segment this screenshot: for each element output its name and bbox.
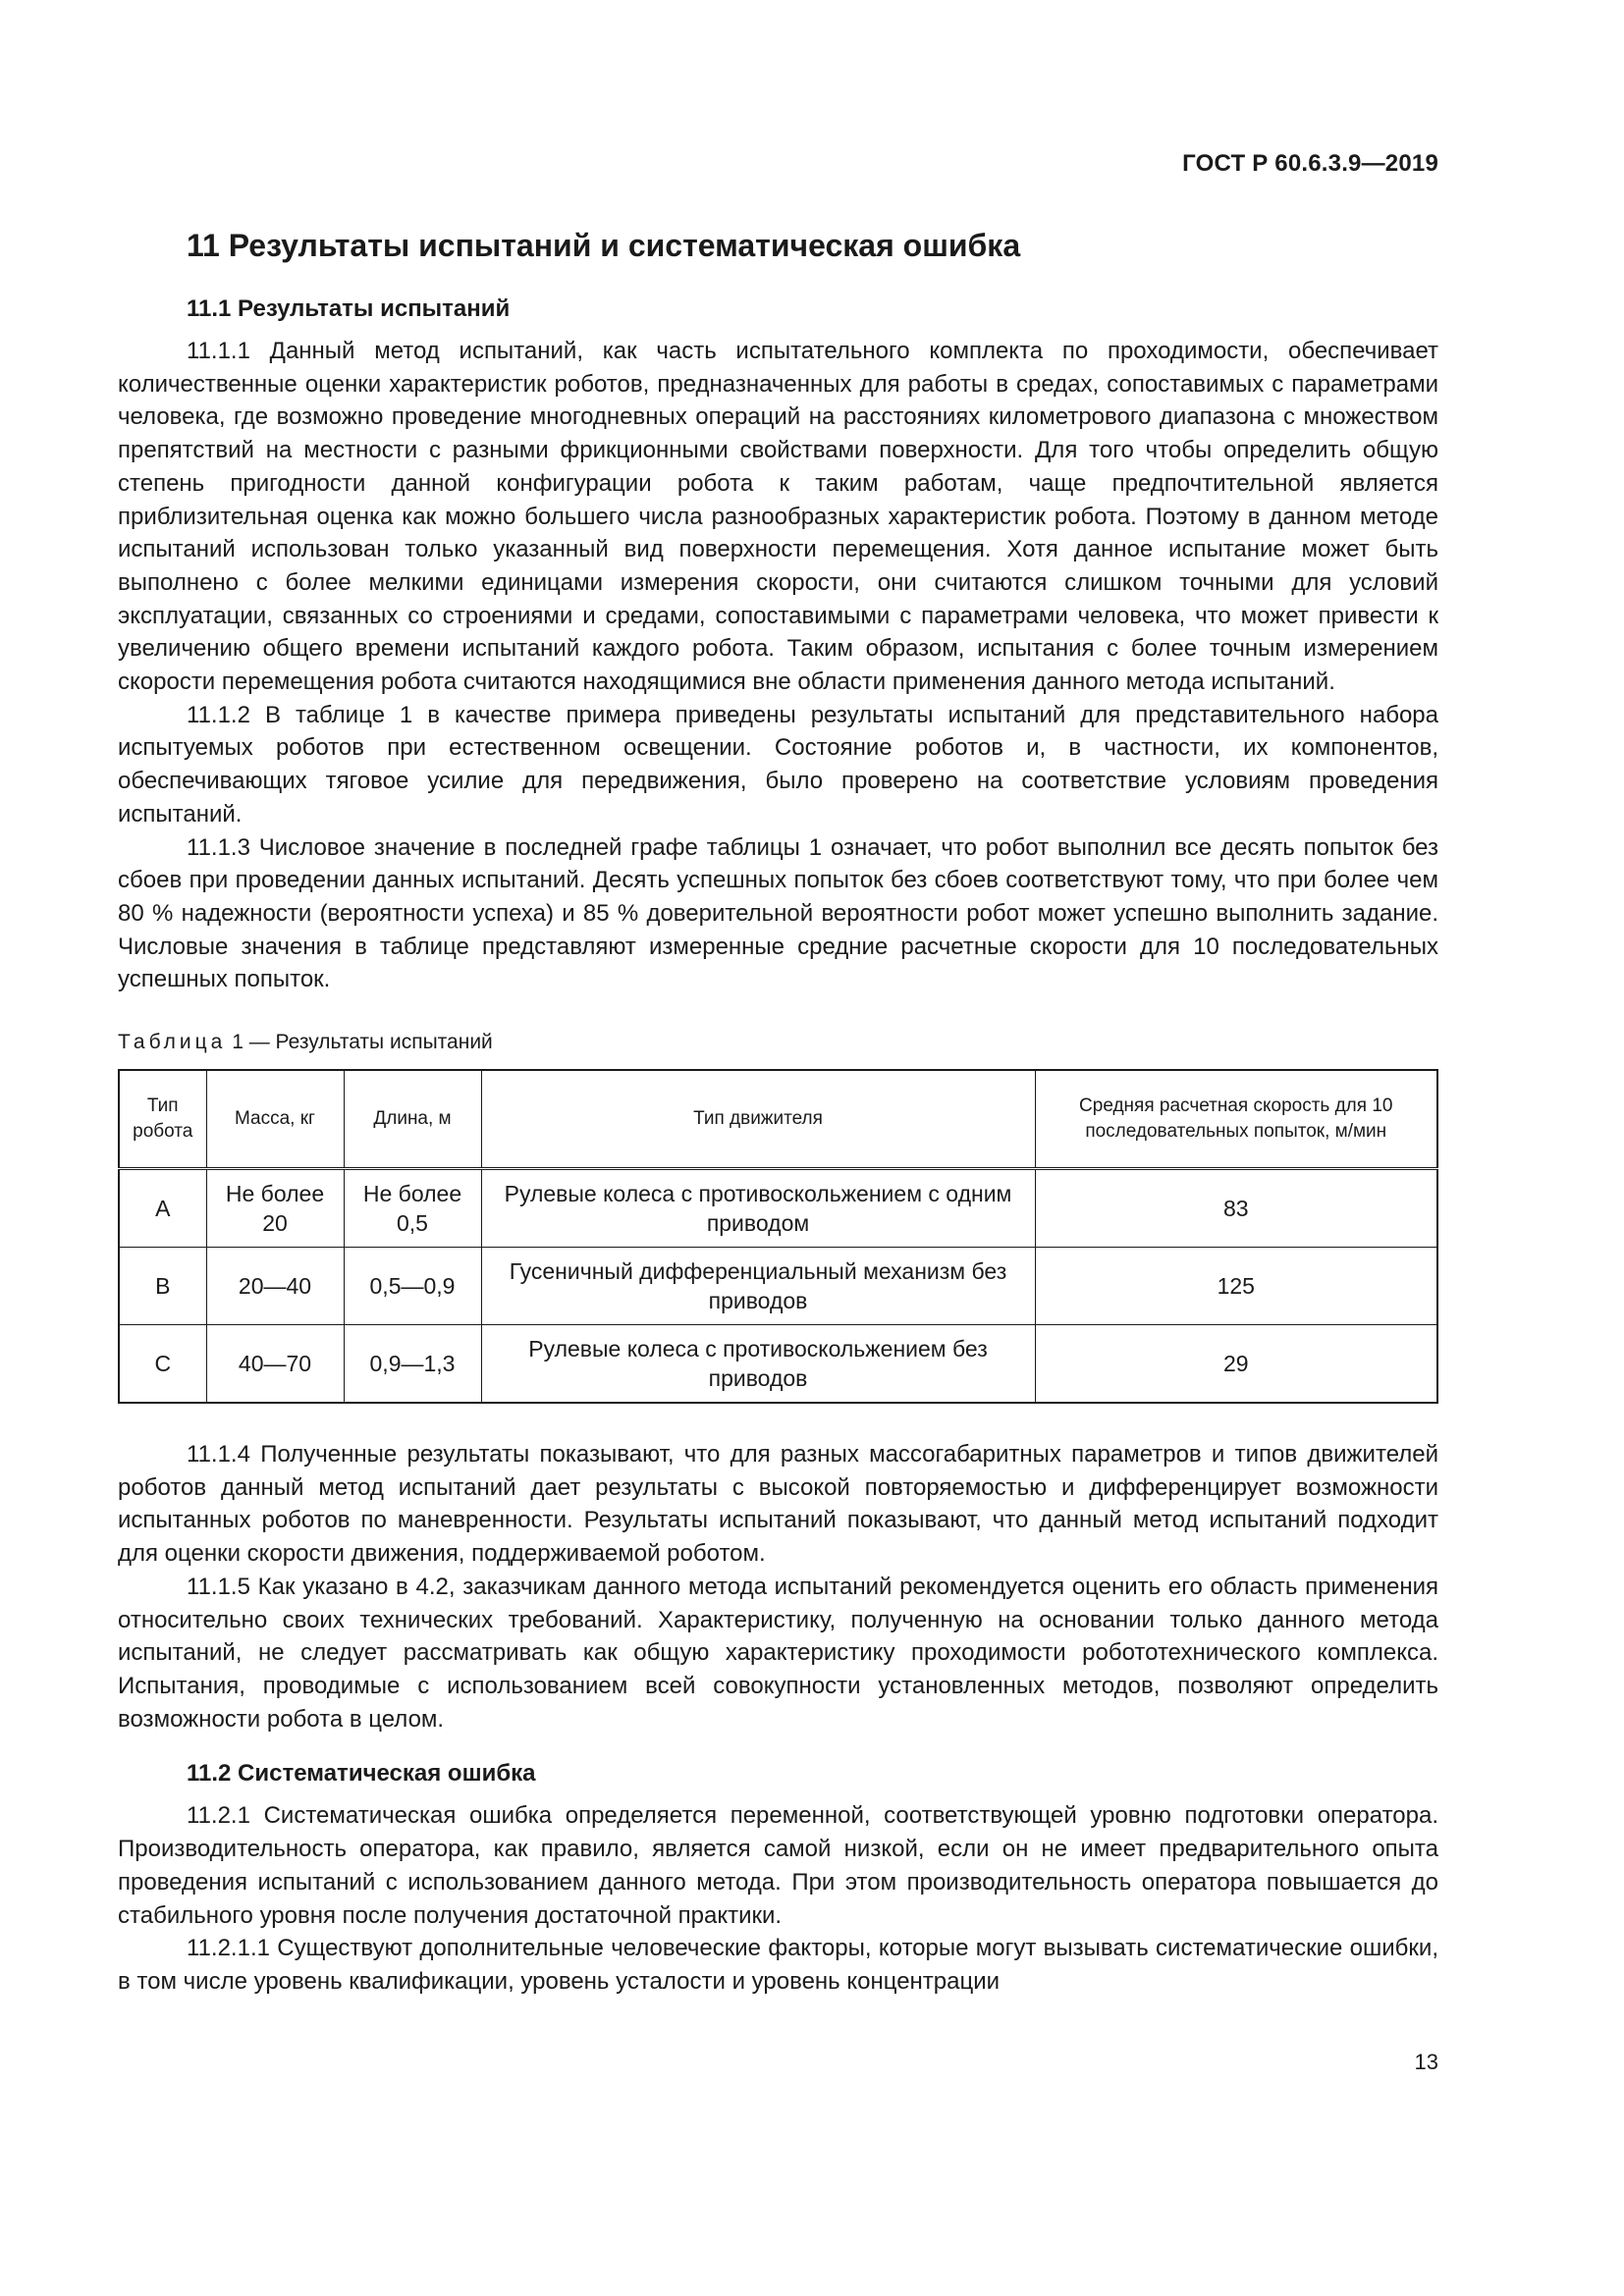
cell-mass: 20—40 <box>206 1248 344 1325</box>
col-header-robot-type: Тип робота <box>119 1070 206 1169</box>
cell-robot-type: C <box>119 1325 206 1404</box>
table-row <box>119 1248 1437 1325</box>
cell-average-speed: 29 <box>1035 1325 1437 1404</box>
col-header-average-speed: Средняя расчетная скорость для 10 последовательных попыток, м/мин <box>1035 1070 1437 1169</box>
cell-drive-type: Рулевые колеса с противоскольжением без приводов <box>481 1325 1035 1404</box>
paragraph-11-1-1: 11.1.1 Данный метод испытаний, как часть испытательного комплекта по проходимости, обеспечивает количественные оценки характеристик роботов, предназначенных для работы в средах, сопоставимых с параметрами человека, где возможно проведение многодневных операций на расстояниях километрового диапазона с множеством препятствий на местности с разными фрикционными свойствами поверхности. Для того чтобы определить общую степень пригодности данной конфигурации робота к таким работам, чаще предпочтительной является приблизительная оценка как можно большего числа разнообразных характеристик робота. Поэтому в данном методе испытаний использован только указанный вид поверхности перемещения. Хотя данное испытание может быть выполнено с более мелкими единицами измерения скорости, они считаются слишком точными для условий эксплуатации, связанных со строениями и средами, сопоставимыми с параметрами человека, что может привести к увеличению общего времени испытаний каждого робота. Таким образом, испытания с более точным измерением скорости перемещения робота считаются находящимися вне области применения данного метода испытаний. <box>118 338 1438 696</box>
col-header-drive-type: Тип движителя <box>481 1070 1035 1169</box>
results-table <box>118 1069 1438 1404</box>
cell-length: 0,9—1,3 <box>344 1325 481 1404</box>
section-title: 11 Результаты испытаний и систематическая ошибка <box>187 228 1021 263</box>
cell-robot-type: A <box>119 1169 206 1248</box>
paragraph-11-2-1-1: 11.2.1.1 Существуют дополнительные человеческие факторы, которые могут вызывать систематические ошибки, в том числе уровень квалификации, уровень усталости и уровень концентрации <box>118 1935 1438 1995</box>
table-caption-label: Таблица <box>118 1031 227 1054</box>
col-header-mass: Масса, кг <box>206 1070 344 1169</box>
cell-mass: Не более 20 <box>206 1169 344 1248</box>
table-caption-text: 1 — Результаты испытаний <box>232 1031 493 1054</box>
table-header-row <box>119 1070 1437 1169</box>
cell-drive-type: Рулевые колеса с противоскольжением с одним приводом <box>481 1169 1035 1248</box>
paragraph-11-1-2: 11.1.2 В таблице 1 в качестве примера приведены результаты испытаний для представительного набора испытуемых роботов при естественном освещении. Состояние роботов и, в частности, их компонентов, обеспечивающих тяговое усилие для передвижения, было проверено на соответствие условиям проведения испытаний. <box>118 701 1438 828</box>
paragraph-11-2-1: 11.2.1 Систематическая ошибка определяется переменной, соответствующей уровню подготовки оператора. Производительность оператора, как правило, является самой низкой, если он не имеет предварительного опыта проведения испытаний с использованием данного метода. При этом производительность оператора повышается до стабильного уровня после получения достаточной практики. <box>118 1802 1438 1929</box>
page-number: 13 <box>1414 2050 1438 2074</box>
cell-average-speed: 83 <box>1035 1169 1437 1248</box>
table-caption <box>118 1029 1438 1056</box>
table-row <box>119 1325 1437 1404</box>
subsection-title-11-1: 11.1 Результаты испытаний <box>187 295 511 322</box>
cell-length: 0,5—0,9 <box>344 1248 481 1325</box>
cell-length: Не более 0,5 <box>344 1169 481 1248</box>
cell-drive-type: Гусеничный дифференциальный механизм без приводов <box>481 1248 1035 1325</box>
page-content <box>118 224 1438 1999</box>
standard-code-header: ГОСТ Р 60.6.3.9—2019 <box>1182 150 1438 177</box>
paragraph-11-1-5: 11.1.5 Как указано в 4.2, заказчикам данного метода испытаний рекомендуется оценить его область применения относительно своих технических требований. Характеристику, полученную на основании только данного метода испытаний, не следует рассматривать как общую характеристику проходимости робототехнического комплекса. Испытания, проводимые с использованием всей совокупности установленных методов, позволяют определить возможности робота в целом. <box>118 1573 1438 1733</box>
cell-robot-type: B <box>119 1248 206 1325</box>
col-header-length: Длина, м <box>344 1070 481 1169</box>
table-row <box>119 1169 1437 1248</box>
cell-average-speed: 125 <box>1035 1248 1437 1325</box>
paragraph-11-1-4: 11.1.4 Полученные результаты показывают, что для разных массогабаритных параметров и типов движителей роботов данный метод испытаний дает результаты с высокой повторяемостью и дифференцирует возможности испытанных роботов по маневренности. Результаты испытаний показывают, что данный метод испытаний подходит для оценки скорости движения, поддерживаемой роботом. <box>118 1441 1438 1568</box>
cell-mass: 40—70 <box>206 1325 344 1404</box>
paragraph-11-1-3: 11.1.3 Числовое значение в последней графе таблицы 1 означает, что робот выполнил все десять попыток без сбоев при проведении данных испытаний. Десять успешных попыток без сбоев соответствуют тому, что при более чем 80 % надежности (вероятности успеха) и 85 % доверительной вероятности робот может успешно выполнить задание. Числовые значения в таблице представляют измеренные средние расчетные скорости для 10 последовательных успешных попыток. <box>118 833 1438 993</box>
subsection-title-11-2: 11.2 Систематическая ошибка <box>187 1760 536 1788</box>
